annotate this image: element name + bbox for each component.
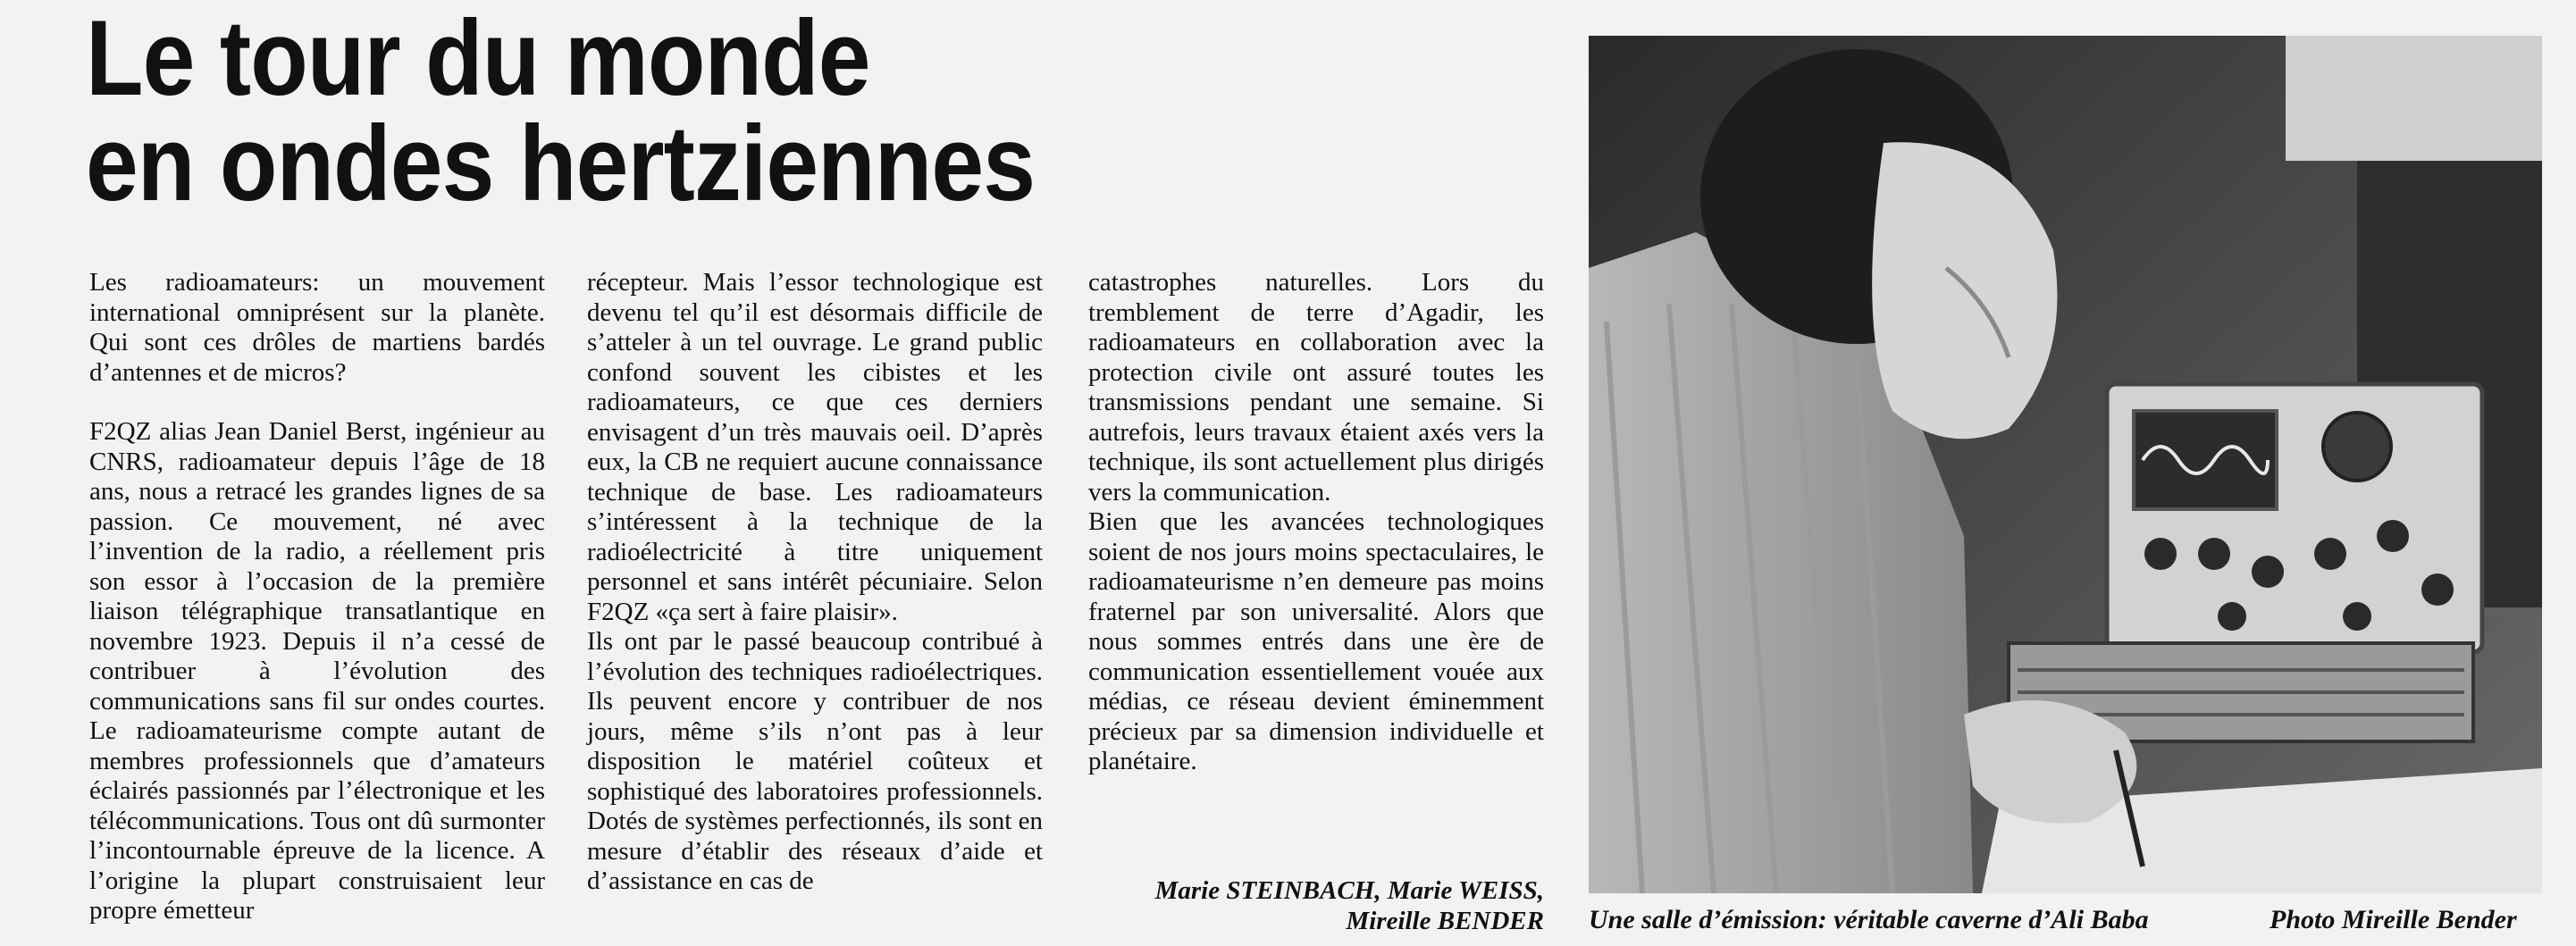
byline (1088, 875, 1544, 936)
headline-line-2: en ondes hertziennes (86, 104, 1036, 223)
paragraph: catastrophes naturelles. Lors du tremblement de terre d’Agadir, les radioamateurs en collaboration avec la protection civile ont assuré toutes les transmissions pendant une semaine. Si autrefois, leurs travaux étaient axés vers la technique, ils sont actuellement plus dirigés vers la communication. (1088, 268, 1544, 506)
headline-line-1: Le tour du monde (86, 0, 870, 118)
radio-operator-photo (1589, 36, 2542, 893)
byline-line-1: Marie STEINBACH, Marie WEISS, (1154, 876, 1544, 905)
article-column-1 (89, 268, 545, 926)
photo-credit: Photo Mireille Bender (2270, 905, 2517, 934)
paragraph: F2QZ alias Jean Daniel Berst, ingénieur au CNRS, radioamateur depuis l’âge de 18 ans, nous a retracé les grandes lignes de sa passion. Ce mouvement, né avec l’invention de la radio, a réellement pris son essor à l’occasion de la première liaison télégraphique transatlantique en novembre 1923. Depuis il n’a cessé de contribuer à l’évolution des communications sans fil sur ondes courtes. Le radioamateurisme compte autant de membres professionnels que d’amateurs éclairés passionnés par l’électronique et les télécommunications. Tous ont dû surmonter l’incontournable épreuve de la licence. A l’origine la plupart construisaient leur propre émetteur (89, 417, 545, 925)
paragraph: Ils ont par le passé beaucoup contribué à l’évolution des techniques radioélectriques. Ils peuvent encore y contribuer de nos jours, même s’ils n’ont pas à leur disposition le matériel coûteux et sophistiqué des laboratoires professionnels. Dotés de systèmes perfectionnés, ils sont en mesure d’établir des réseaux d’aide et d’assistance en cas de (587, 627, 1043, 895)
headline (86, 0, 1422, 223)
paragraph: récepteur. Mais l’essor technologique est devenu tel qu’il est désormais difficile de s’atteler à un tel ouvrage. Le grand public confond souvent les cibistes et les radioamateurs, ce que ces derniers envisagent d’un très mauvais oeil. D’après eux, la CB ne requiert aucune connaissance technique de base. Les radioamateurs s’intéressent à la technique de la radioélectricité à titre uniquement personnel et sans intérêt pécuniaire. Selon F2QZ «ça sert à faire plaisir». (587, 268, 1043, 626)
article-column-2 (587, 268, 1043, 897)
byline-line-2: Mireille BENDER (1346, 907, 1544, 935)
paragraph: Bien que les avancées technologiques soient de nos jours moins spectaculaires, le radioamateurisme n’en demeure pas moins fraternel par son universalité. Alors que nous sommes entrés dans une ère de communication essentiellement vouée aux médias, ce réseau devient éminemment précieux par sa dimension individuelle et planétaire. (1088, 507, 1544, 775)
article-column-3 (1088, 268, 1544, 777)
paragraph: Les radioamateurs: un mouvement international omniprésent sur la planète. Qui sont ces drôles de martiens bardés d’antennes et de micros? (89, 268, 545, 387)
photo-caption: Une salle d’émission: véritable caverne d’Ali Baba (1589, 905, 2149, 934)
article-photo (1589, 36, 2542, 893)
